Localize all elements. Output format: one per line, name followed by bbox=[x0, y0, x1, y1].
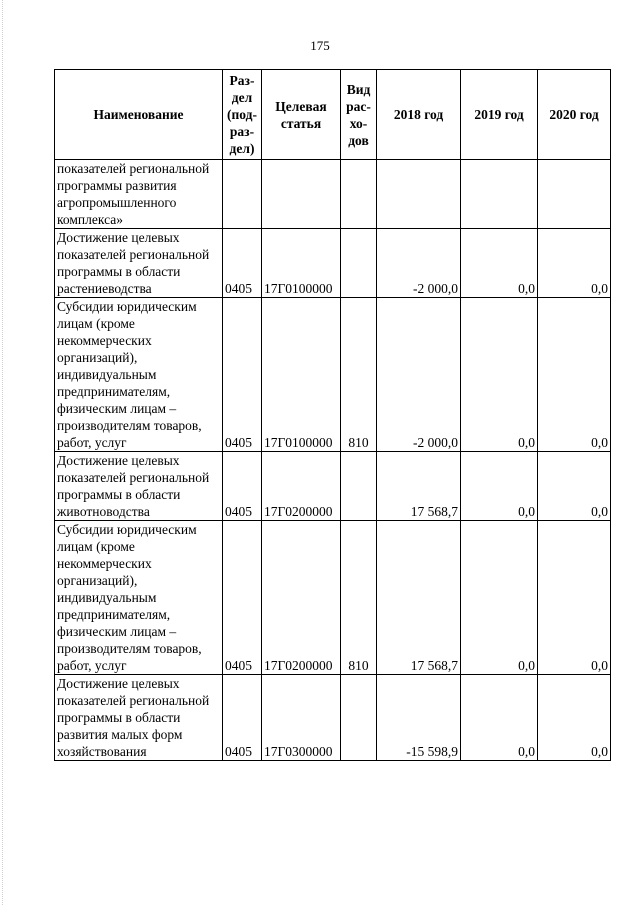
row-target: 17Г0100000 bbox=[262, 298, 341, 452]
table-row bbox=[55, 229, 611, 298]
page-edge-divider bbox=[2, 0, 4, 905]
table-row bbox=[55, 521, 611, 675]
row-name: Достижение целевых показателей региональной программы в области развития малых форм хозяйствования bbox=[55, 675, 223, 761]
row-2018 bbox=[377, 160, 461, 229]
row-2019 bbox=[461, 160, 538, 229]
table-row bbox=[55, 452, 611, 521]
table-row bbox=[55, 675, 611, 761]
row-2020 bbox=[538, 160, 611, 229]
row-2018: 17 568,7 bbox=[377, 452, 461, 521]
page-number: 175 bbox=[310, 38, 330, 53]
row-expense bbox=[341, 452, 377, 521]
row-expense bbox=[341, 675, 377, 761]
row-2019: 0,0 bbox=[461, 675, 538, 761]
header-2018: 2018 год bbox=[377, 70, 461, 160]
header-name: Наименование bbox=[55, 70, 223, 160]
row-2019: 0,0 bbox=[461, 521, 538, 675]
row-section bbox=[223, 160, 262, 229]
row-name: Достижение целевых показателей региональной программы в области животноводства bbox=[55, 452, 223, 521]
row-section: 0405 bbox=[223, 521, 262, 675]
row-section: 0405 bbox=[223, 229, 262, 298]
row-section: 0405 bbox=[223, 675, 262, 761]
row-name: Субсидии юридическим лицам (кроме некоммерческих организаций), индивидуальным предпринимателям, физическим лицам – производителям товаров, работ, услуг bbox=[55, 298, 223, 452]
budget-table bbox=[54, 69, 611, 761]
table-header-row bbox=[55, 70, 611, 160]
row-section: 0405 bbox=[223, 298, 262, 452]
row-name: Субсидии юридическим лицам (кроме некоммерческих организаций), индивидуальным предпринимателям, физическим лицам – производителям товаров, работ, услуг bbox=[55, 521, 223, 675]
row-target: 17Г0200000 bbox=[262, 521, 341, 675]
row-section: 0405 bbox=[223, 452, 262, 521]
header-2019: 2019 год bbox=[461, 70, 538, 160]
row-target: 17Г0100000 bbox=[262, 229, 341, 298]
row-expense: 810 bbox=[341, 298, 377, 452]
row-target: 17Г0300000 bbox=[262, 675, 341, 761]
header-target: Целевая статья bbox=[262, 70, 341, 160]
row-2019: 0,0 bbox=[461, 298, 538, 452]
row-expense bbox=[341, 160, 377, 229]
row-2018: -2 000,0 bbox=[377, 229, 461, 298]
row-2019: 0,0 bbox=[461, 229, 538, 298]
row-2018: 17 568,7 bbox=[377, 521, 461, 675]
row-expense: 810 bbox=[341, 521, 377, 675]
row-2018: -15 598,9 bbox=[377, 675, 461, 761]
row-2020: 0,0 bbox=[538, 229, 611, 298]
row-expense bbox=[341, 229, 377, 298]
header-section: Раз-дел (под-раз-дел) bbox=[223, 70, 262, 160]
table-row bbox=[55, 160, 611, 229]
row-2020: 0,0 bbox=[538, 675, 611, 761]
row-2018: -2 000,0 bbox=[377, 298, 461, 452]
row-target bbox=[262, 160, 341, 229]
row-name: Достижение целевых показателей региональной программы в области растениеводства bbox=[55, 229, 223, 298]
row-2019: 0,0 bbox=[461, 452, 538, 521]
row-2020: 0,0 bbox=[538, 521, 611, 675]
row-2020: 0,0 bbox=[538, 452, 611, 521]
row-target: 17Г0200000 bbox=[262, 452, 341, 521]
header-expense: Вид рас-хо-дов bbox=[341, 70, 377, 160]
row-2020: 0,0 bbox=[538, 298, 611, 452]
header-2020: 2020 год bbox=[538, 70, 611, 160]
row-name: показателей региональной программы развития агропромышленного комплекса» bbox=[55, 160, 223, 229]
table-row bbox=[55, 298, 611, 452]
